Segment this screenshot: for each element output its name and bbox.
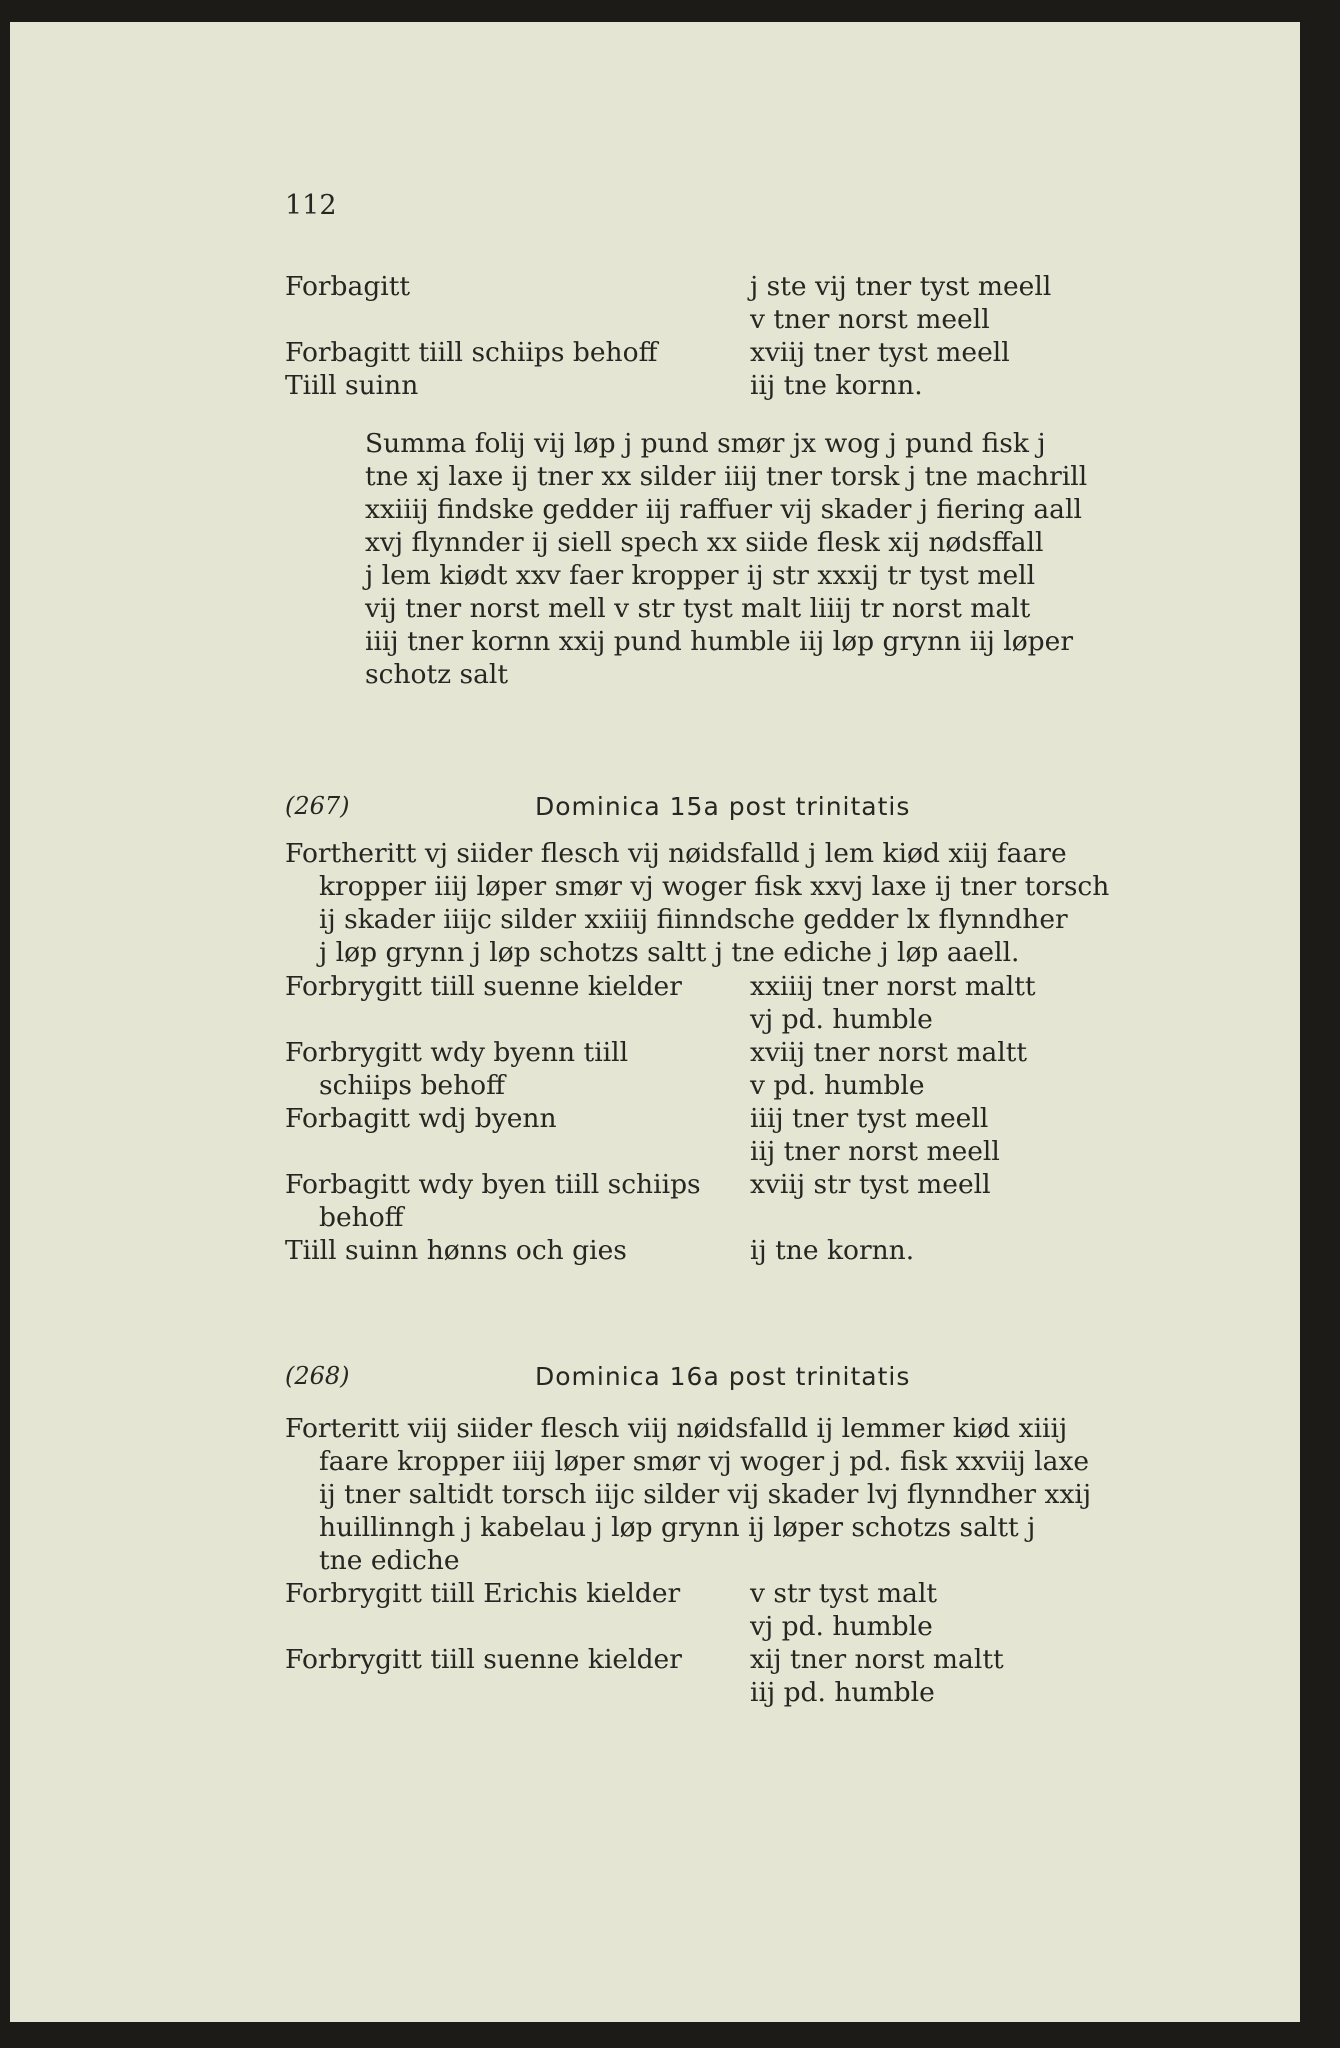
entry-row (285, 270, 1185, 303)
entry-label: Tiill suinn (285, 370, 419, 401)
entry-row (285, 336, 1185, 369)
entry-label: Forbrygitt tiill suenne kielder (285, 971, 682, 1002)
entry-value: xviij tner tyst meell (750, 337, 1010, 368)
page-number: 112 (285, 190, 337, 221)
summa-line: Summa folij vij løp j pund smør jx wog j pund fisk j (365, 428, 1046, 459)
entry-row (285, 1168, 1185, 1201)
section-heading-267 (285, 792, 911, 821)
entry-value: iij tne kornn. (750, 370, 923, 401)
top-entries (285, 270, 1185, 402)
entry-row (285, 369, 1185, 402)
entry-row (285, 1135, 1185, 1168)
entry-row (285, 1069, 1185, 1102)
entry-value: xxiiij tner norst maltt (750, 971, 1036, 1002)
entry-value: j ste vij tner tyst meell (750, 271, 1052, 302)
entry-value: xviij tner norst maltt (750, 1037, 1028, 1068)
entry-label: Forbagitt wdj byenn (285, 1103, 557, 1134)
summa-line: xxiiij findske gedder iij raffuer vij skader j fiering aall (365, 494, 1082, 525)
entry-row (285, 1643, 1185, 1676)
section-268-entries (285, 1577, 1185, 1709)
entry-label: Forbrygitt tiill Erichis kielder (285, 1578, 681, 1609)
summa-paragraph (365, 427, 1245, 691)
entry-label: Forbrygitt wdy byenn tiill (285, 1037, 629, 1068)
entry-label: Forbagitt tiill schiips behoff (285, 337, 658, 368)
entry-row (285, 1036, 1185, 1069)
entry-value: xviij str tyst meell (750, 1169, 991, 1200)
entry-value: vj pd. humble (750, 1004, 933, 1035)
paragraph-line: ij skader iiijc silder xxiiij fiinndsche gedder lx flynndher (319, 904, 1068, 935)
document-page (10, 22, 1300, 2022)
entry-row (285, 1234, 1185, 1267)
entry-label: schiips behoff (319, 1070, 505, 1101)
entry-row (285, 1201, 1185, 1234)
entry-label: Forbagitt wdy byen tiill schiips (285, 1169, 701, 1200)
paragraph-line: faare kropper iiij løper smør vj woger j pd. fisk xxviij laxe (319, 1446, 1090, 1477)
section-heading-268 (285, 1362, 911, 1391)
entry-value: v str tyst malt (750, 1578, 938, 1609)
entry-value: v tner norst meell (750, 304, 990, 335)
entry-row (285, 1102, 1185, 1135)
entry-label: Forbagitt (285, 271, 411, 302)
section-268-paragraph (285, 1412, 1245, 1577)
summa-line: schotz salt (365, 659, 509, 690)
summa-line: iiij tner kornn xxij pund humble iij løp grynn iij løper (365, 626, 1073, 657)
entry-value: iij pd. humble (750, 1677, 935, 1708)
paragraph-line: Forteritt viij siider flesch viij nøidsfalld ij lemmer kiød xiiij (285, 1413, 1068, 1444)
entry-value: ij tne kornn. (750, 1235, 915, 1266)
entry-value: iij tner norst meell (750, 1136, 1000, 1167)
entry-row (285, 303, 1185, 336)
entry-row (285, 970, 1185, 1003)
paragraph-line: ij tner saltidt torsch iijc silder vij skader lvj flynndher xxij (319, 1479, 1092, 1510)
paragraph-line: tne ediche (319, 1545, 460, 1576)
paragraph-line: kropper iiij løper smør vj woger fisk xxvj laxe ij tner torsch (319, 871, 1110, 902)
section-number: (268) (285, 1362, 350, 1390)
entry-value: xij tner norst maltt (750, 1644, 1004, 1675)
entry-value: v pd. humble (750, 1070, 925, 1101)
entry-row (285, 1003, 1185, 1036)
paragraph-line: huillinngh j kabelau j løp grynn ij løper schotzs saltt j (319, 1512, 1036, 1543)
section-number: (267) (285, 792, 350, 820)
summa-line: tne xj laxe ij tner xx silder iiij tner torsk j tne machrill (365, 461, 1088, 492)
summa-line: xvj flynnder ij siell spech xx siide flesk xij nødsffall (365, 527, 1044, 558)
entry-row (285, 1610, 1185, 1643)
entry-label: behoff (319, 1202, 404, 1233)
section-267-entries (285, 970, 1185, 1267)
entry-label: Tiill suinn hønns och gies (285, 1235, 627, 1266)
section-267-paragraph (285, 837, 1245, 969)
paragraph-line: j løp grynn j løp schotzs saltt j tne ediche j løp aaell. (319, 937, 1020, 968)
entry-value: vj pd. humble (750, 1611, 933, 1642)
section-title: Dominica 15a post trinitatis (535, 792, 911, 821)
paragraph-line: Fortheritt vj siider flesch vij nøidsfalld j lem kiød xiij faare (285, 838, 1067, 869)
summa-line: vij tner norst mell v str tyst malt liiij tr norst malt (365, 593, 1031, 624)
entry-label: Forbrygitt tiill suenne kielder (285, 1644, 682, 1675)
summa-line: j lem kiødt xxv faer kropper ij str xxxij tr tyst mell (365, 560, 1036, 591)
entry-value: iiij tner tyst meell (750, 1103, 989, 1134)
entry-row (285, 1577, 1185, 1610)
section-title: Dominica 16a post trinitatis (535, 1362, 911, 1391)
entry-row (285, 1676, 1185, 1709)
